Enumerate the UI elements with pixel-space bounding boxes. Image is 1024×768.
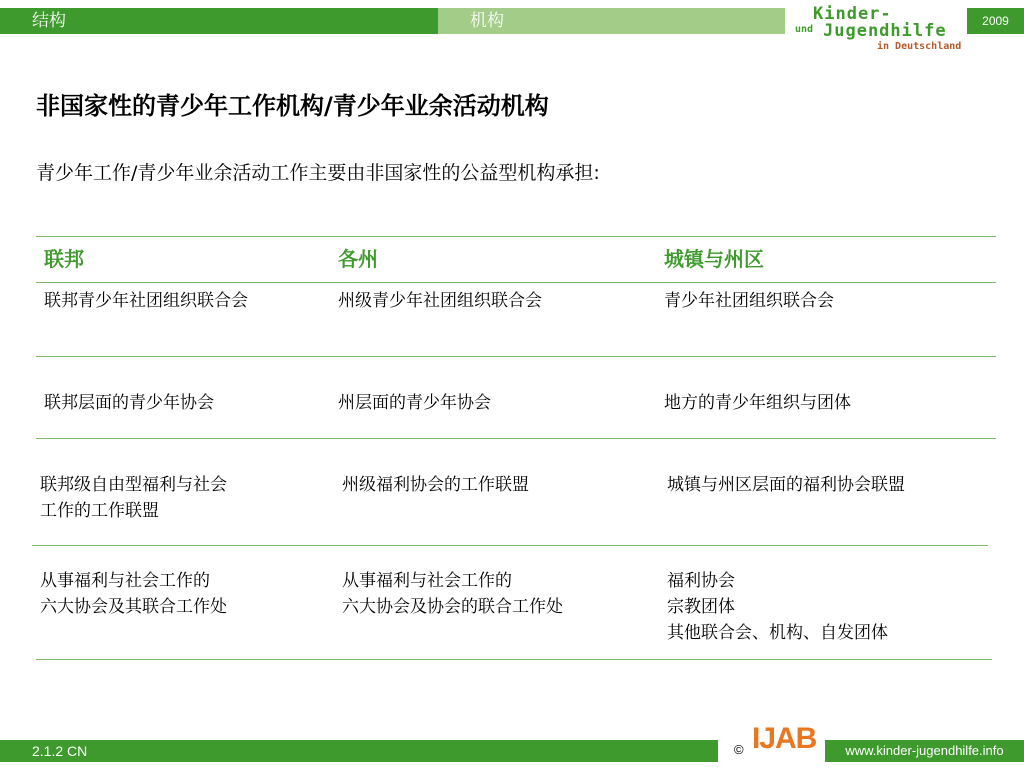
logo-line-2: Jugendhilfe — [823, 21, 947, 41]
table-cell — [40, 472, 227, 524]
cell-line: 青少年社团组织联合会 — [664, 291, 834, 311]
cell-line: 六大协会及协会的联合工作处 — [342, 597, 563, 617]
column-header-municipal: 城镇与州区 — [664, 247, 764, 271]
cell-line: 城镇与州区层面的福利协会联盟 — [667, 475, 905, 495]
cell-line: 宗教团体 — [667, 597, 735, 617]
table-cell — [338, 390, 491, 416]
table-divider — [36, 438, 996, 439]
table-cell — [342, 472, 529, 498]
ijab-logo — [752, 722, 816, 756]
table-divider — [36, 356, 996, 357]
website-link[interactable]: www.kinder-jugendhilfe.info — [825, 740, 1024, 762]
cell-line: 其他联合会、机构、自发团体 — [667, 623, 888, 643]
logo-line-3: in Deutschland — [877, 41, 962, 52]
footer-bar — [0, 740, 718, 762]
column-header-federal: 联邦 — [44, 247, 84, 271]
table-divider — [32, 545, 988, 546]
table-cell — [667, 472, 905, 498]
table-cell — [338, 288, 542, 314]
cell-line: 州层面的青少年协会 — [338, 393, 491, 413]
slide-number: 2.1.2 CN — [32, 743, 88, 759]
table-divider — [36, 236, 996, 237]
logo-line-1: Kinder- — [813, 4, 892, 24]
column-header-states: 各州 — [338, 247, 378, 271]
page-title: 非国家性的青少年工作机构/青少年业余活动机构 — [36, 92, 549, 120]
table-cell — [342, 568, 563, 620]
table-cell — [664, 288, 834, 314]
cell-line: 地方的青少年组织与团体 — [664, 393, 851, 413]
copyright-symbol: © — [734, 742, 744, 757]
tab-structure[interactable]: 结构 — [0, 8, 438, 34]
cell-line: 六大协会及其联合工作处 — [40, 597, 227, 617]
tab-organizations[interactable]: 机构 — [438, 8, 785, 34]
table-cell — [44, 390, 214, 416]
cell-line: 福利协会 — [667, 571, 735, 591]
table-cell — [40, 568, 227, 620]
cell-line: 联邦级自由型福利与社会 — [40, 475, 227, 495]
cell-line: 工作的工作联盟 — [40, 501, 159, 521]
table-cell — [667, 568, 888, 646]
cell-line: 从事福利与社会工作的 — [40, 571, 210, 591]
kinder-jugendhilfe-logo — [795, 4, 965, 54]
cell-line: 州级青少年社团组织联合会 — [338, 291, 542, 311]
logo-und: und — [795, 24, 814, 35]
cell-line: 联邦青少年社团组织联合会 — [44, 291, 248, 311]
table-cell — [664, 390, 851, 416]
page-subtitle: 青少年工作/青少年业余活动工作主要由非国家性的公益型机构承担: — [36, 162, 600, 184]
table-cell — [44, 288, 248, 314]
cell-line: 联邦层面的青少年协会 — [44, 393, 214, 413]
table-divider — [36, 659, 992, 660]
year-badge: 2009 — [967, 8, 1024, 34]
cell-line: 从事福利与社会工作的 — [342, 571, 512, 591]
ijab-logo-text: IJAB — [752, 722, 817, 755]
cell-line: 州级福利协会的工作联盟 — [342, 475, 529, 495]
top-bar — [0, 8, 785, 34]
table-divider — [36, 282, 996, 283]
